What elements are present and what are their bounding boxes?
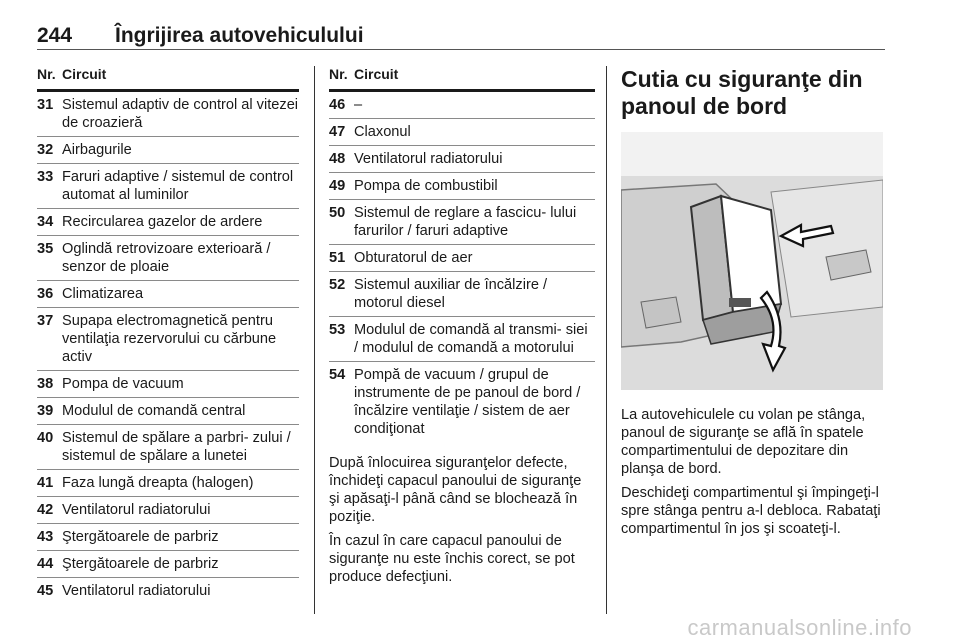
table-row bbox=[37, 164, 299, 209]
fuse-table-1 bbox=[37, 66, 299, 604]
table-row bbox=[37, 281, 299, 308]
table-row bbox=[37, 524, 299, 551]
circuit-description: Sistemul de spălare a parbri- zului / sistemul de spălare a lunetei bbox=[62, 430, 291, 464]
table-row bbox=[37, 236, 299, 281]
table-row bbox=[37, 497, 299, 524]
circuit-description: Faruri adaptive / sistemul de control automat al luminilor bbox=[62, 169, 294, 203]
fuse-number: 32 bbox=[37, 142, 54, 158]
circuit-description: Supapa electromagnetică pentru ventilaţia rezervorului cu cărbune activ bbox=[62, 313, 277, 365]
fuse-number: 50 bbox=[329, 205, 346, 221]
circuit-description: Modulul de comandă al transmi- siei / modulul de comandă a motorului bbox=[354, 322, 588, 356]
fuse-number: 43 bbox=[37, 529, 54, 545]
fuse-number: 34 bbox=[37, 214, 54, 230]
fuse-number: 41 bbox=[37, 475, 54, 491]
fuse-number: 49 bbox=[329, 178, 346, 194]
fuse-number: 52 bbox=[329, 277, 346, 293]
column-header-circuit: Circuit bbox=[62, 66, 107, 82]
page-number: 244 bbox=[37, 24, 73, 47]
circuit-description: Pompa de combustibil bbox=[354, 178, 498, 194]
fuse-number: 48 bbox=[329, 151, 346, 167]
table-row bbox=[329, 317, 595, 362]
circuit-description: – bbox=[354, 97, 363, 113]
column-header-nr: Nr. bbox=[37, 66, 56, 82]
fuse-number: 39 bbox=[37, 403, 54, 419]
circuit-description: Sistemul adaptiv de control al vitezei de croazieră bbox=[62, 97, 299, 131]
circuit-description: Pompă de vacuum / grupul de instrumente de pe panoul de bord / încălzire ventilaţie / sistem de aer condiţionat bbox=[354, 367, 581, 437]
fuse-number: 42 bbox=[37, 502, 54, 518]
table-row bbox=[37, 371, 299, 398]
table-row bbox=[37, 398, 299, 425]
fuse-number: 38 bbox=[37, 376, 54, 392]
table-row bbox=[329, 146, 595, 173]
circuit-description: Climatizarea bbox=[62, 286, 144, 302]
paragraph: În cazul în care capacul panoului de siguranţe nu este închis corect, se pot produce defecţiuni. bbox=[329, 533, 575, 585]
table-header bbox=[329, 66, 595, 92]
header-divider bbox=[37, 49, 885, 50]
fuse-number: 45 bbox=[37, 583, 54, 599]
fuse-table-2-column bbox=[329, 66, 595, 592]
table-row bbox=[329, 245, 595, 272]
circuit-description: Ştergătoarele de parbriz bbox=[62, 556, 219, 572]
table-row bbox=[329, 173, 595, 200]
circuit-description: Ventilatorul radiatorului bbox=[354, 151, 503, 167]
circuit-description: Pompa de vacuum bbox=[62, 376, 184, 392]
table-row bbox=[329, 119, 595, 146]
fuse-number: 35 bbox=[37, 241, 54, 257]
column-header-nr: Nr. bbox=[329, 66, 348, 82]
section-heading: Cutia cu siguranţe din panoul de bord bbox=[621, 66, 863, 119]
circuit-description: Ştergătoarele de parbriz bbox=[62, 529, 219, 545]
circuit-description: Modulul de comandă central bbox=[62, 403, 246, 419]
column-header-circuit: Circuit bbox=[354, 66, 399, 82]
circuit-description: Oglindă retrovizoare exterioară / senzor de ploaie bbox=[62, 241, 271, 275]
fuse-number: 54 bbox=[329, 367, 346, 383]
fuse-number: 31 bbox=[37, 97, 54, 113]
page-title: Îngrijirea autovehiculului bbox=[115, 24, 364, 47]
table-row bbox=[329, 362, 595, 442]
table-row bbox=[329, 200, 595, 245]
fuse-number: 36 bbox=[37, 286, 54, 302]
fuse-number: 33 bbox=[37, 169, 54, 185]
fuse-number: 53 bbox=[329, 322, 346, 338]
instrument-panel-fuse-section bbox=[621, 66, 887, 544]
circuit-description: Ventilatorul radiatorului bbox=[62, 502, 211, 518]
table-row bbox=[329, 272, 595, 317]
table-row bbox=[37, 551, 299, 578]
table-row bbox=[37, 470, 299, 497]
watermark: carmanualsonline.info bbox=[687, 615, 912, 640]
table-row bbox=[37, 308, 299, 371]
table-row bbox=[37, 209, 299, 236]
paragraph: După înlocuirea siguranţelor defecte, închideţi capacul panoului de siguranţe şi apăsaţi-l până când se blochează în poziţie. bbox=[329, 455, 582, 525]
circuit-description: Airbagurile bbox=[62, 142, 132, 158]
table-row bbox=[37, 578, 299, 604]
circuit-description: Sistemul de reglare a fascicu- lului farurilor / faruri adaptive bbox=[354, 205, 577, 239]
table-row bbox=[37, 137, 299, 164]
fuse-number: 46 bbox=[329, 97, 346, 113]
fuse-number: 37 bbox=[37, 313, 54, 329]
table-row bbox=[329, 92, 595, 119]
circuit-description: Claxonul bbox=[354, 124, 411, 140]
circuit-description: Obturatorul de aer bbox=[354, 250, 473, 266]
paragraph: Deschideţi compartimentul şi împingeţi-l spre stânga pentru a-l debloca. Rabataţi compartimentul în jos şi scoateţi-l. bbox=[621, 485, 881, 537]
circuit-description: Sistemul auxiliar de încălzire / motorul diesel bbox=[354, 277, 548, 311]
paragraph: La autovehiculele cu volan pe stânga, panoul de siguranţe se află în spatele compartimentului de depozitare din planşa de bord. bbox=[621, 407, 866, 477]
table-row bbox=[37, 92, 299, 137]
circuit-description: Ventilatorul radiatorului bbox=[62, 583, 211, 599]
table-row bbox=[37, 425, 299, 470]
circuit-description: Recircularea gazelor de ardere bbox=[62, 214, 263, 230]
column-divider bbox=[314, 66, 315, 614]
page-header bbox=[37, 24, 885, 50]
fuse-number: 40 bbox=[37, 430, 54, 446]
circuit-description: Faza lungă dreapta (halogen) bbox=[62, 475, 254, 491]
fuse-number: 51 bbox=[329, 250, 346, 266]
fuse-number: 44 bbox=[37, 556, 54, 572]
column-divider bbox=[606, 66, 607, 614]
fuse-box-compartment-illustration bbox=[621, 132, 883, 390]
fuse-number: 47 bbox=[329, 124, 346, 140]
table-header bbox=[37, 66, 299, 92]
